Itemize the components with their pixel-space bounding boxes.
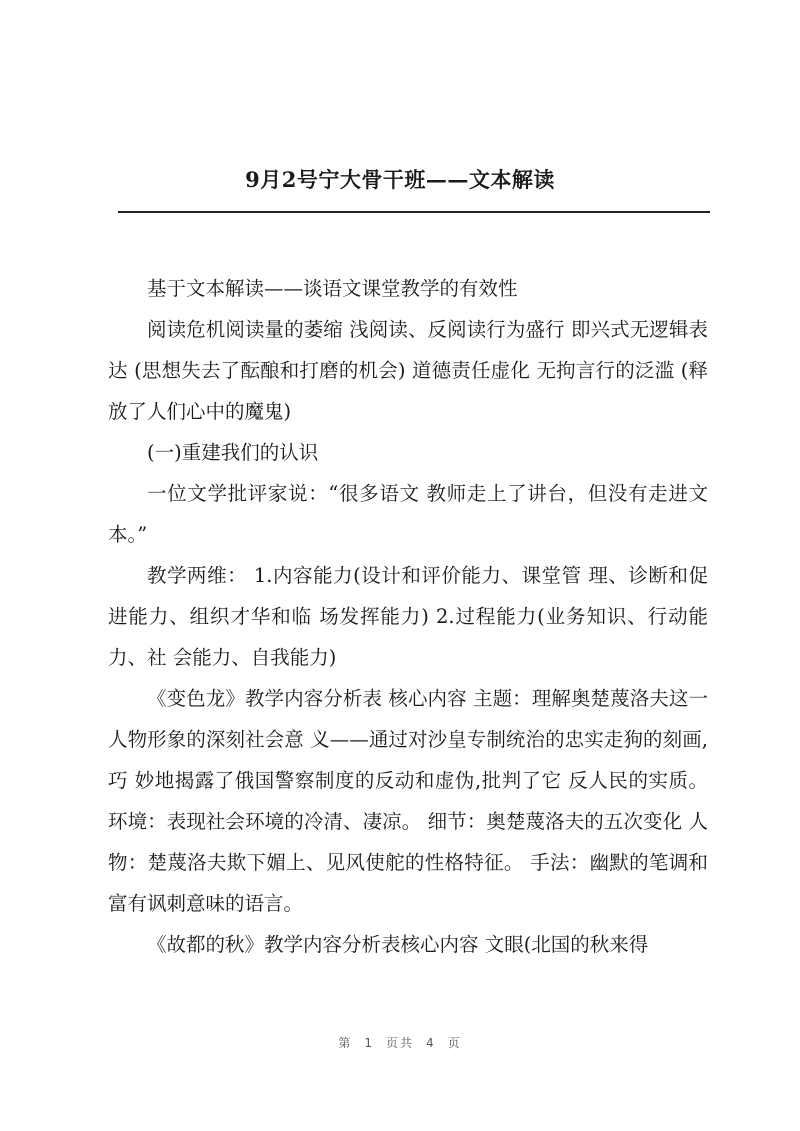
title-underline xyxy=(118,211,710,213)
paragraph-critic-quote: 一位文学批评家说：“很多语文 教师走上了讲台，但没有走进文本。” xyxy=(108,482,708,546)
footer-prefix: 第 xyxy=(338,1036,353,1050)
total-pages-number: 4 xyxy=(426,1036,436,1050)
footer-mid: 页共 xyxy=(385,1036,414,1050)
document-title: 9月2号宁大骨干班——文本解读 xyxy=(245,167,555,192)
current-page-number: 1 xyxy=(364,1036,374,1050)
paragraph-autumn-analysis: 《故都的秋》教学内容分析表核心内容 文眼(北国的秋来得 xyxy=(147,933,649,956)
paragraph-section-heading: (一)重建我们的认识 xyxy=(147,441,319,464)
paragraph-subtitle: 基于文本解读——谈语文课堂教学的有效性 xyxy=(147,277,518,300)
page-footer xyxy=(0,1034,800,1051)
footer-suffix: 页 xyxy=(447,1036,462,1050)
document-body xyxy=(108,268,708,965)
paragraph-chameleon-analysis: 《变色龙》教学内容分析表 核心内容 主题：理解奥楚蔑洛夫这一人物形象的深刻社会意 义——通过对沙皇专制统治的忠实走狗的刻画,巧 妙地揭露了俄国警察制度的反动和虚伪,批判了它 反人民的实质。 环境：表现社会环境的冷清、凄凉。 细节：奥楚蔑洛夫的五次变化 人物：楚蔑洛夫欺下媚上、见风使舵的性格特征。 手法：幽默的笔调和富有讽刺意味的语言。 xyxy=(108,687,708,915)
paragraph-teaching-dimensions: 教学两维： 1.内容能力(设计和评价能力、课堂管 理、诊断和促进能力、组织才华和临 场发挥能力) 2.过程能力(业务知识、行动能力、社 会能力、自我能力) xyxy=(108,564,708,669)
paragraph-reading-crisis: 阅读危机阅读量的萎缩 浅阅读、反阅读行为盛行 即兴式无逻辑表达 (思想失去了酝酿和打磨的机会) 道德责任虚化 无拘言行的泛滥 (释放了人们心中的魔鬼) xyxy=(108,318,708,423)
